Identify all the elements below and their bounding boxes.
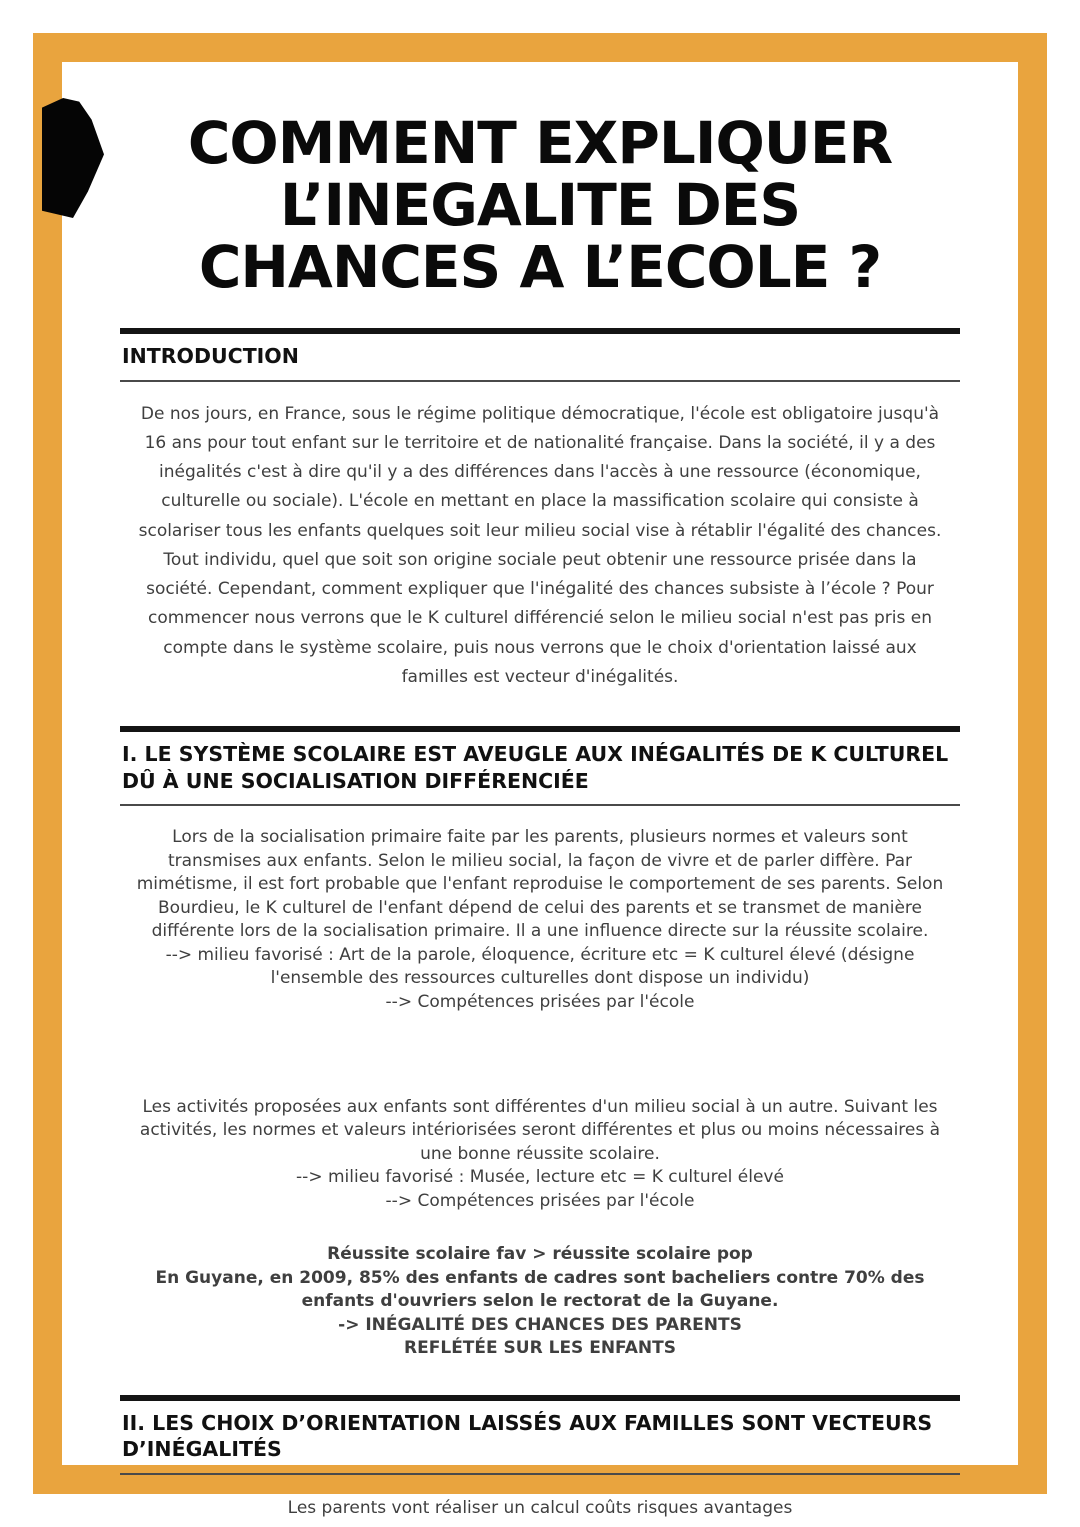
section-one [120, 726, 960, 1360]
section-one-heading: I. LE SYSTÈME SCOLAIRE EST AVEUGLE AUX INÉGALITÉS DE K CULTUREL DÛ À UNE SOCIALISATION DIFFÉRENCIÉE [122, 742, 949, 793]
section-two-paragraph-1: Les parents vont réaliser un calcul coûts risques avantages [287, 1497, 793, 1518]
section-one-arrow-2a: --> milieu favorisé : Musée, lecture etc = K culturel élevé [296, 1167, 784, 1188]
divider-thin [120, 1473, 960, 1475]
key-finding-line-1: Réussite scolaire fav > réussite scolaire pop [327, 1244, 753, 1265]
key-finding-line-3: -> INÉGALITÉ DES CHANCES DES PARENTS [338, 1314, 742, 1335]
key-finding-line-4: REFLÉTÉE SUR LES ENFANTS [404, 1338, 676, 1359]
divider-thin [120, 804, 960, 806]
section-one-arrow-2b: --> Compétences prisées par l'école [385, 1190, 695, 1211]
section-introduction [120, 328, 960, 692]
key-finding-line-2: En Guyane, en 2009, 85% des enfants de cadres sont bacheliers contre 70% des enfants d'ouvriers selon le rectorat de la Guyane. [155, 1267, 925, 1312]
introduction-heading: INTRODUCTION [122, 344, 299, 369]
section-one-paragraph-1: Lors de la socialisation primaire faite par les parents, plusieurs normes et valeurs sont transmises aux enfants. Selon le milieu social, la façon de vivre et de parler diffère. Par mimétisme, il est fort probable que l'enfant reproduise le comportement de ses parents. Selon Bourdieu, le K culturel de l'enfant dépend de celui des parents et se transmet de manière différente lors de la socialisation primaire. Il a une influence directe sur la réussite scolaire. [136, 827, 944, 942]
section-two-heading: II. LES CHOIX D’ORIENTATION LAISSÉS AUX FAMILLES SONT VECTEURS D’INÉGALITÉS [122, 1410, 933, 1462]
section-two [120, 1395, 960, 1521]
document-content [120, 62, 960, 1520]
vertical-gap [120, 1014, 960, 1076]
divider-thin [120, 380, 960, 382]
section-one-arrow-1b: --> Compétences prisées par l'école [385, 991, 695, 1012]
key-finding-block [124, 1243, 956, 1360]
page-title: COMMENT EXPLIQUER L’INEGALITE DES CHANCES A L’ECOLE ? [187, 109, 893, 302]
section-one-arrow-1a: --> milieu favorisé : Art de la parole, éloquence, écriture etc = K culturel élevé (désigne l'ensemble des ressources culturelles dont dispose un individu) [165, 944, 915, 989]
vertical-gap [120, 1361, 960, 1395]
section-one-paragraph-2: Les activités proposées aux enfants sont différentes d'un milieu social à un autre. Suivant les activités, les normes et valeurs intériorisées seront différentes et plus ou moins nécessaires à une bonne réussite scolaire. [139, 1097, 941, 1164]
introduction-paragraph: De nos jours, en France, sous le régime politique démocratique, l'école est obligatoire jusqu'à 16 ans pour tout enfant sur le territoire et de nationalité française. Dans la société, il y a des inégalités c'est à dire qu'il y a des différences dans l'accès à une ressource (économique, culturelle ou sociale). L'école en mettant en place la massification scolaire qui consiste à scolariser tous les enfants quelques soit leur milieu social vise à rétablir l'égalité des chances. Tout individu, quel que soit son origine sociale peut obtenir une ressource prisée dans la société. Cependant, comment expliquer que l'inégalité des chances subsiste à l’école ? Pour commencer nous verrons que le K culturel différencié selon le milieu social n'est pas pris en compte dans le système scolaire, puis nous verrons que le choix d'orientation laissé aux familles est vecteur d'inégalités. [138, 403, 942, 687]
